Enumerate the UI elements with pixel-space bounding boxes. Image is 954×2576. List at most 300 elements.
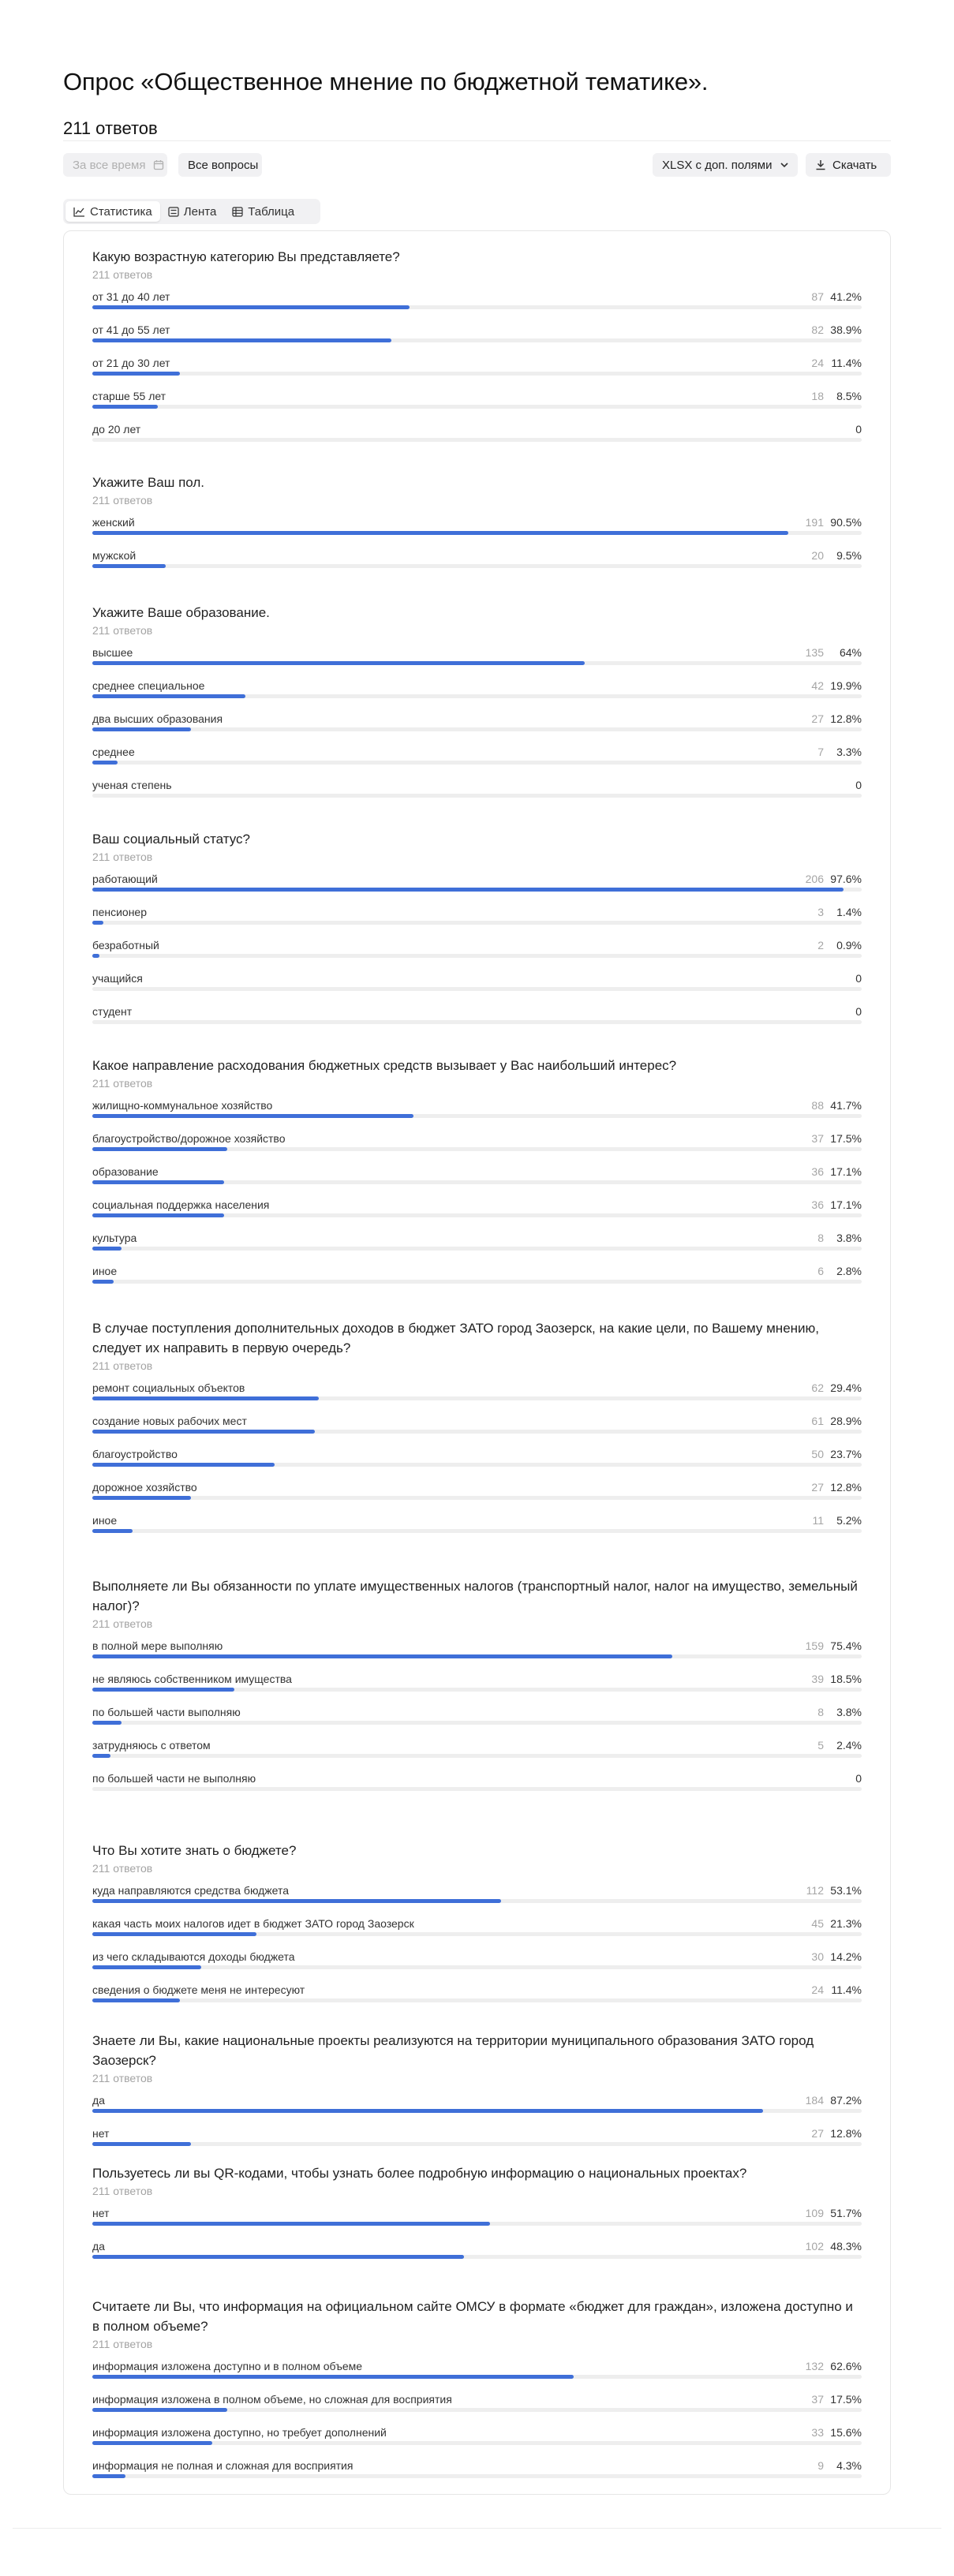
question-response-count: 211 ответов — [92, 1359, 153, 1372]
answer-percent: 0 — [855, 779, 862, 791]
answer-list — [92, 2204, 862, 2270]
answer-bar-track — [92, 1114, 862, 1118]
answer-count: 102 — [805, 2240, 824, 2253]
answer-bar-track — [92, 2142, 862, 2146]
tab-table-label: Таблица — [248, 204, 295, 219]
answer-label: старше 55 лет — [92, 390, 166, 402]
answer-count: 11 — [812, 1514, 824, 1527]
answer-percent: 12.8% — [830, 1481, 862, 1494]
answer-percent: 21.3% — [830, 1917, 862, 1930]
answer-bar-fill — [92, 1147, 227, 1151]
answer-label: нет — [92, 2127, 110, 2140]
answer-percent: 12.8% — [830, 712, 862, 725]
answer-row — [92, 1262, 862, 1295]
answer-percent: 3.8% — [836, 1706, 862, 1718]
answer-percent: 87.2% — [830, 2094, 862, 2107]
page-title: Опрос «Общественное мнение по бюджетной тематике». — [63, 68, 709, 95]
answer-percent: 0 — [855, 1005, 862, 1018]
answer-row — [92, 353, 862, 387]
download-label: Скачать — [832, 158, 877, 172]
answer-count: 2 — [817, 939, 824, 952]
answer-percent: 5.2% — [836, 1514, 862, 1527]
answer-label: информация изложена доступно, но требует дополнений — [92, 2426, 387, 2439]
answer-bar-fill — [92, 1899, 501, 1903]
question-title: Укажите Ваш пол. — [92, 475, 205, 490]
answer-count: 18 — [811, 390, 824, 402]
answer-bar-fill — [92, 2441, 212, 2445]
answer-row — [92, 1129, 862, 1162]
answer-bar-track — [92, 1721, 862, 1725]
answer-count: 20 — [811, 549, 824, 562]
answer-percent: 15.6% — [830, 2426, 862, 2439]
answer-bar-fill — [92, 2408, 227, 2412]
question-title: Знаете ли Вы, какие национальные проекты реализуются на территории муниципального образования ЗАТО город Заозерск? — [92, 2033, 814, 2068]
answer-bar-track — [92, 954, 862, 958]
answer-bar-fill — [92, 2109, 763, 2113]
answer-bar-fill — [92, 1463, 275, 1467]
answer-percent: 14.2% — [830, 1950, 862, 1963]
answer-label: до 20 лет — [92, 423, 141, 436]
answer-percent: 51.7% — [830, 2207, 862, 2219]
statistics-card — [63, 230, 891, 2495]
answer-bar-track — [92, 1754, 862, 1758]
answer-label: иное — [92, 1265, 118, 1277]
question-block — [92, 2297, 862, 2489]
answer-bar-track — [92, 794, 862, 798]
answer-bar-fill — [92, 727, 191, 731]
question-block — [92, 603, 862, 809]
answer-count: 24 — [811, 357, 824, 369]
question-title: Ваш социальный статус? — [92, 832, 251, 847]
answer-label: затрудняюсь с ответом — [92, 1739, 211, 1752]
answer-row — [92, 1914, 862, 1947]
question-response-count: 211 ответов — [92, 1862, 153, 1875]
answer-percent: 53.1% — [830, 1884, 862, 1897]
controls-bar — [63, 153, 891, 177]
answer-bar-track — [92, 372, 862, 376]
answer-bar-track — [92, 405, 862, 409]
answer-percent: 2.8% — [836, 1265, 862, 1277]
tab-table[interactable] — [224, 201, 302, 222]
answer-label: среднее — [92, 746, 135, 758]
answer-label: жилищно-коммунальное хозяйство — [92, 1099, 273, 1112]
answer-bar-fill — [92, 921, 103, 925]
download-button[interactable] — [806, 153, 891, 177]
answer-bar-track — [92, 1496, 862, 1500]
answer-row — [92, 287, 862, 320]
answer-count: 36 — [811, 1198, 824, 1211]
answer-row — [92, 1636, 862, 1669]
answer-row — [92, 2456, 862, 2489]
answer-count: 8 — [817, 1706, 824, 1718]
answer-label: высшее — [92, 646, 133, 659]
answer-row — [92, 387, 862, 420]
answer-count: 27 — [811, 2127, 824, 2140]
answer-label: по большей части не выполняю — [92, 1772, 256, 1785]
answer-bar-track — [92, 987, 862, 991]
answer-row — [92, 420, 862, 453]
answer-bar-fill — [92, 372, 180, 376]
answer-label: из чего складываются доходы бюджета — [92, 1950, 295, 1963]
answer-row — [92, 1769, 862, 1802]
answer-percent: 0 — [855, 1772, 862, 1785]
answer-percent: 64% — [839, 646, 862, 659]
answer-percent: 28.9% — [830, 1415, 862, 1427]
question-block — [92, 1056, 862, 1295]
answer-count: 184 — [805, 2094, 824, 2107]
calendar-icon — [153, 159, 164, 170]
answer-row — [92, 1669, 862, 1703]
footer-divider — [13, 2528, 941, 2529]
answer-row — [92, 1002, 862, 1035]
answer-count: 61 — [811, 1415, 824, 1427]
questions-filter-button[interactable] — [178, 153, 262, 177]
answer-bar-fill — [92, 888, 844, 892]
answer-bar-fill — [92, 531, 788, 535]
answer-row — [92, 676, 862, 709]
answer-percent: 38.9% — [830, 323, 862, 336]
answer-count: 3 — [817, 906, 824, 918]
question-block — [92, 829, 862, 1035]
answer-count: 50 — [811, 1448, 824, 1460]
answer-label: пенсионер — [92, 906, 148, 918]
question-block — [92, 1841, 862, 2013]
question-response-count: 211 ответов — [92, 2072, 153, 2084]
answer-list — [92, 513, 862, 579]
answer-label: нет — [92, 2207, 110, 2219]
answer-row — [92, 1228, 862, 1262]
answer-list — [92, 1096, 862, 1295]
answer-percent: 3.3% — [836, 746, 862, 758]
answer-row — [92, 2091, 862, 2124]
divider — [63, 140, 891, 141]
answer-row — [92, 1162, 862, 1195]
answer-row — [92, 709, 862, 742]
answer-bar-fill — [92, 305, 410, 309]
answer-count: 6 — [817, 1265, 824, 1277]
answer-percent: 41.7% — [830, 1099, 862, 1112]
answer-bar-fill — [92, 1247, 122, 1251]
question-block — [92, 2031, 862, 2157]
answer-percent: 8.5% — [836, 390, 862, 402]
answer-bar-fill — [92, 761, 118, 765]
export-format-label: XLSX с доп. полями — [662, 158, 773, 172]
answer-percent: 1.4% — [836, 906, 862, 918]
answer-bar-track — [92, 564, 862, 568]
answer-bar-fill — [92, 1654, 672, 1658]
answer-row — [92, 869, 862, 903]
question-response-count: 211 ответов — [92, 2185, 153, 2197]
answer-bar-track — [92, 531, 862, 535]
answer-label: благоустройство — [92, 1448, 178, 1460]
answer-bar-track — [92, 1932, 862, 1936]
answer-row — [92, 1511, 862, 1544]
answer-percent: 17.5% — [830, 2393, 862, 2406]
answer-bar-fill — [92, 661, 585, 665]
answer-bar-fill — [92, 954, 99, 958]
answer-bar-fill — [92, 1721, 122, 1725]
answer-count: 30 — [811, 1950, 824, 1963]
question-block — [92, 2163, 862, 2270]
question-response-count: 211 ответов — [92, 1617, 153, 1630]
answer-bar-fill — [92, 1965, 201, 1969]
question-title: В случае поступления дополнительных доходов в бюджет ЗАТО город Заозерск, на какие цели, по Вашему мнению, следует их направить в первую очередь? — [92, 1321, 820, 1355]
answer-bar-track — [92, 727, 862, 731]
answer-percent: 0 — [855, 972, 862, 985]
answer-percent: 75.4% — [830, 1639, 862, 1652]
answer-count: 159 — [805, 1639, 824, 1652]
answer-percent: 19.9% — [830, 679, 862, 692]
answer-bar-fill — [92, 2474, 125, 2478]
answer-bar-track — [92, 2255, 862, 2259]
answer-bar-track — [92, 2109, 862, 2113]
question-response-count: 211 ответов — [92, 268, 153, 281]
answer-bar-track — [92, 1430, 862, 1434]
answer-row — [92, 936, 862, 969]
answer-bar-fill — [92, 1496, 191, 1500]
answer-bar-fill — [92, 1213, 224, 1217]
answer-bar-track — [92, 1787, 862, 1791]
answer-bar-track — [92, 1180, 862, 1184]
answer-bar-fill — [92, 338, 391, 342]
feed-icon — [168, 207, 179, 217]
answer-percent: 0 — [855, 423, 862, 436]
question-response-count: 211 ответов — [92, 624, 153, 637]
answer-bar-fill — [92, 1396, 319, 1400]
answer-label: ремонт социальных объектов — [92, 1381, 245, 1394]
answer-bar-fill — [92, 1688, 234, 1692]
answer-label: безработный — [92, 939, 159, 952]
answer-row — [92, 1736, 862, 1769]
answer-row — [92, 643, 862, 676]
question-block — [92, 1318, 862, 1544]
answer-row — [92, 1378, 862, 1411]
answer-bar-track — [92, 761, 862, 765]
responses-count-title: 211 ответов — [63, 118, 158, 138]
answer-row — [92, 1980, 862, 2013]
answer-bar-track — [92, 1654, 862, 1658]
answer-bar-track — [92, 2375, 862, 2379]
answer-percent: 11.4% — [831, 357, 862, 369]
answer-count: 88 — [811, 1099, 824, 1112]
answer-list — [92, 1881, 862, 2013]
answer-count: 109 — [805, 2207, 824, 2219]
answer-bar-track — [92, 2474, 862, 2478]
answer-bar-fill — [92, 694, 245, 698]
question-title: Какую возрастную категорию Вы представляете? — [92, 249, 400, 264]
answer-count: 135 — [805, 646, 824, 659]
answer-percent: 17.5% — [830, 1132, 862, 1145]
answer-bar-fill — [92, 2142, 191, 2146]
answer-row — [92, 1703, 862, 1736]
answer-row — [92, 742, 862, 776]
answer-row — [92, 1411, 862, 1445]
answer-count: 112 — [806, 1884, 824, 1897]
answer-bar-track — [92, 1965, 862, 1969]
answer-bar-track — [92, 338, 862, 342]
tab-feed[interactable] — [160, 201, 225, 222]
answer-bar-track — [92, 694, 862, 698]
answer-percent: 11.4% — [831, 1983, 862, 1996]
answer-label: по большей части выполняю — [92, 1706, 241, 1718]
answer-label: да — [92, 2094, 105, 2107]
answer-label: не являюсь собственником имущества — [92, 1673, 292, 1685]
answer-label: иное — [92, 1514, 118, 1527]
question-response-count: 211 ответов — [92, 2338, 153, 2350]
question-response-count: 211 ответов — [92, 1077, 153, 1090]
answer-bar-track — [92, 1280, 862, 1284]
answer-percent: 12.8% — [830, 2127, 862, 2140]
answer-bar-track — [92, 1396, 862, 1400]
answer-bar-fill — [92, 1529, 133, 1533]
answer-row — [92, 1478, 862, 1511]
answer-list — [92, 1636, 862, 1802]
answer-label: образование — [92, 1165, 159, 1178]
answer-label: учащийся — [92, 972, 143, 985]
answer-bar-track — [92, 1529, 862, 1533]
answer-bar-track — [92, 305, 862, 309]
answer-row — [92, 2124, 862, 2157]
question-response-count: 211 ответов — [92, 494, 153, 507]
question-title: Что Вы хотите знать о бюджете? — [92, 1843, 297, 1858]
view-tabs — [63, 199, 320, 224]
answer-bar-track — [92, 2408, 862, 2412]
answer-count: 62 — [811, 1381, 824, 1394]
answer-count: 206 — [805, 873, 824, 885]
question-block — [92, 473, 862, 579]
answer-percent: 41.2% — [830, 290, 862, 303]
answer-label: создание новых рабочих мест — [92, 1415, 247, 1427]
answer-bar-track — [92, 1247, 862, 1251]
answer-label: среднее специальное — [92, 679, 205, 692]
answer-percent: 3.8% — [836, 1232, 862, 1244]
answer-label: информация изложена в полном объеме, но сложная для восприятия — [92, 2393, 452, 2406]
answer-bar-track — [92, 1463, 862, 1467]
answer-count: 36 — [811, 1165, 824, 1178]
answer-bar-fill — [92, 1754, 110, 1758]
answer-label: от 31 до 40 лет — [92, 290, 170, 303]
answer-bar-track — [92, 1899, 862, 1903]
tab-statistics-label: Статистика — [90, 204, 152, 219]
answer-label: информация не полная и сложная для восприятия — [92, 2459, 354, 2472]
answer-label: два высших образования — [92, 712, 223, 725]
answer-list — [92, 2357, 862, 2489]
answer-count: 191 — [805, 516, 824, 529]
answer-label: в полной мере выполняю — [92, 1639, 223, 1652]
answer-row — [92, 2423, 862, 2456]
answer-count: 45 — [811, 1917, 824, 1930]
answer-label: благоустройство/дорожное хозяйство — [92, 1132, 286, 1145]
answer-list — [92, 2091, 862, 2157]
answer-percent: 29.4% — [830, 1381, 862, 1394]
answer-count: 87 — [811, 290, 824, 303]
answer-percent: 18.5% — [830, 1673, 862, 1685]
answer-row — [92, 2357, 862, 2390]
answer-bar-fill — [92, 2255, 464, 2259]
answer-row — [92, 513, 862, 546]
answer-count: 5 — [817, 1739, 824, 1752]
answer-bar-track — [92, 438, 862, 442]
answer-count: 24 — [811, 1983, 824, 1996]
answer-list — [92, 869, 862, 1035]
answer-percent: 9.5% — [836, 549, 862, 562]
answer-list — [92, 287, 862, 453]
answer-bar-fill — [92, 1998, 180, 2002]
period-filter-label: За все время — [73, 158, 146, 172]
answer-label: информация изложена доступно и в полном объеме — [92, 2360, 363, 2372]
answer-list — [92, 643, 862, 809]
answer-row — [92, 2204, 862, 2237]
answer-count: 132 — [805, 2360, 824, 2372]
answer-count: 37 — [811, 2393, 824, 2406]
answer-bar-fill — [92, 564, 166, 568]
answer-percent: 97.6% — [830, 873, 862, 885]
answer-count: 8 — [817, 1232, 824, 1244]
answer-label: ученая степень — [92, 779, 172, 791]
answer-label: мужской — [92, 549, 137, 562]
bar-chart-icon — [73, 207, 85, 217]
answer-label: социальная поддержка населения — [92, 1198, 270, 1211]
tab-statistics[interactable] — [65, 201, 160, 222]
answer-bar-fill — [92, 1114, 413, 1118]
answer-percent: 0.9% — [836, 939, 862, 952]
answer-percent: 48.3% — [830, 2240, 862, 2253]
answer-label: какая часть моих налогов идет в бюджет ЗАТО город Заозерск — [92, 1917, 414, 1930]
answer-bar-fill — [92, 405, 158, 409]
export-format-select[interactable] — [653, 153, 798, 177]
answer-row — [92, 969, 862, 1002]
answer-bar-fill — [92, 2222, 490, 2226]
answer-bar-track — [92, 1998, 862, 2002]
answer-row — [92, 903, 862, 936]
answer-count: 82 — [811, 323, 824, 336]
answer-row — [92, 2390, 862, 2423]
answer-bar-fill — [92, 1180, 224, 1184]
question-block — [92, 1576, 862, 1802]
answer-bar-fill — [92, 1430, 315, 1434]
answer-count: 42 — [811, 679, 824, 692]
question-title: Выполняете ли Вы обязанности по уплате имущественных налогов (транспортный налог, налог на имущество, земельный налог)? — [92, 1579, 858, 1613]
answer-label: да — [92, 2240, 105, 2253]
answer-percent: 23.7% — [830, 1448, 862, 1460]
answer-percent: 17.1% — [830, 1198, 862, 1211]
answer-label: культура — [92, 1232, 137, 1244]
answer-count: 27 — [811, 1481, 824, 1494]
answer-bar-track — [92, 1020, 862, 1024]
period-filter-button[interactable] — [63, 153, 167, 177]
answer-label: от 41 до 55 лет — [92, 323, 170, 336]
chevron-down-icon — [780, 160, 789, 170]
answer-label: куда направляются средства бюджета — [92, 1884, 290, 1897]
download-icon — [815, 159, 826, 170]
question-title: Какое направление расходования бюджетных средств вызывает у Вас наибольший интерес? — [92, 1058, 677, 1073]
answer-bar-fill — [92, 1932, 256, 1936]
answer-count: 37 — [811, 1132, 824, 1145]
answer-bar-track — [92, 1147, 862, 1151]
answer-percent: 2.4% — [836, 1739, 862, 1752]
answer-label: дорожное хозяйство — [92, 1481, 197, 1494]
answer-label: работающий — [92, 873, 158, 885]
answer-count: 27 — [811, 712, 824, 725]
answer-percent: 17.1% — [830, 1165, 862, 1178]
answer-bar-track — [92, 661, 862, 665]
answer-label: студент — [92, 1005, 133, 1018]
answer-label: женский — [92, 516, 135, 529]
answer-row — [92, 1195, 862, 1228]
table-icon — [232, 207, 243, 217]
answer-bar-track — [92, 921, 862, 925]
question-title: Считаете ли Вы, что информация на официальном сайте ОМСУ в формате «бюджет для граждан», изложена доступно и в полном объеме? — [92, 2299, 853, 2334]
